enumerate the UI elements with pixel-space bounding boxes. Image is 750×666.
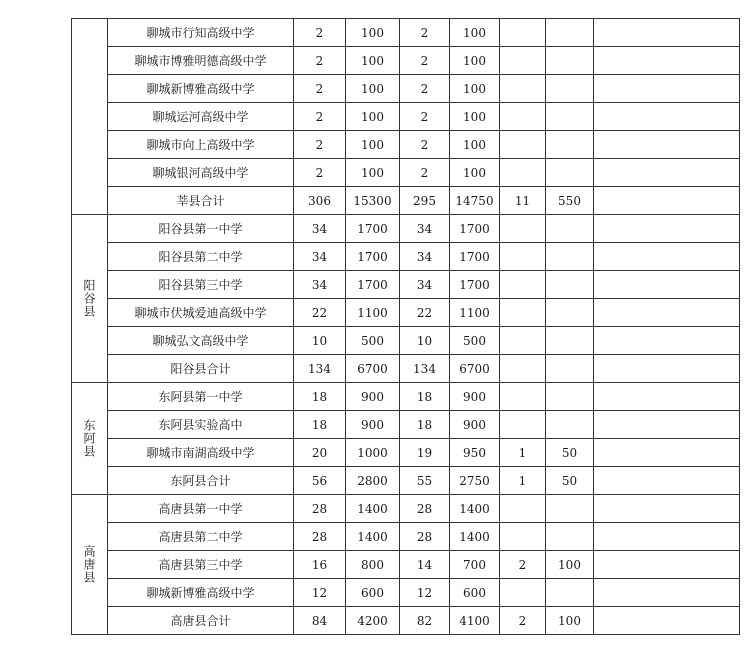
value-cell-v3: 2 xyxy=(400,159,450,187)
school-name-cell: 高唐县第二中学 xyxy=(108,523,294,551)
value-cell-v4: 6700 xyxy=(450,355,500,383)
value-cell-v6 xyxy=(546,19,594,47)
value-cell-v2: 600 xyxy=(346,579,400,607)
value-cell-v1: 34 xyxy=(294,215,346,243)
value-cell-v4: 100 xyxy=(450,47,500,75)
remarks-cell xyxy=(594,579,740,607)
table-row xyxy=(72,47,740,75)
value-cell-v5 xyxy=(500,103,546,131)
school-name-cell: 莘县合计 xyxy=(108,187,294,215)
value-cell-v5 xyxy=(500,523,546,551)
table-row xyxy=(72,103,740,131)
value-cell-v3: 2 xyxy=(400,103,450,131)
value-cell-v2: 500 xyxy=(346,327,400,355)
school-name-cell: 聊城运河高级中学 xyxy=(108,103,294,131)
value-cell-v2: 900 xyxy=(346,411,400,439)
value-cell-v2: 6700 xyxy=(346,355,400,383)
table-row xyxy=(72,327,740,355)
value-cell-v6 xyxy=(546,243,594,271)
value-cell-v4: 1400 xyxy=(450,495,500,523)
value-cell-v4: 100 xyxy=(450,131,500,159)
value-cell-v3: 28 xyxy=(400,495,450,523)
value-cell-v6: 50 xyxy=(546,467,594,495)
value-cell-v5: 1 xyxy=(500,439,546,467)
value-cell-v6: 100 xyxy=(546,607,594,635)
value-cell-v2: 1400 xyxy=(346,495,400,523)
county-cell: 阳谷县 xyxy=(72,215,108,383)
value-cell-v4: 100 xyxy=(450,159,500,187)
school-name-cell: 高唐县第三中学 xyxy=(108,551,294,579)
value-cell-v4: 2750 xyxy=(450,467,500,495)
value-cell-v6: 50 xyxy=(546,439,594,467)
value-cell-v5 xyxy=(500,495,546,523)
value-cell-v5 xyxy=(500,355,546,383)
table-row xyxy=(72,523,740,551)
school-name-cell: 阳谷县合计 xyxy=(108,355,294,383)
school-name-cell: 聊城新博雅高级中学 xyxy=(108,579,294,607)
value-cell-v5 xyxy=(500,215,546,243)
value-cell-v4: 1400 xyxy=(450,523,500,551)
value-cell-v1: 16 xyxy=(294,551,346,579)
school-name-cell: 阳谷县第一中学 xyxy=(108,215,294,243)
value-cell-v4: 100 xyxy=(450,19,500,47)
value-cell-v4: 4100 xyxy=(450,607,500,635)
school-name-cell: 阳谷县第三中学 xyxy=(108,271,294,299)
value-cell-v6 xyxy=(546,523,594,551)
table-row xyxy=(72,187,740,215)
value-cell-v3: 28 xyxy=(400,523,450,551)
value-cell-v2: 100 xyxy=(346,159,400,187)
value-cell-v2: 100 xyxy=(346,75,400,103)
value-cell-v3: 82 xyxy=(400,607,450,635)
value-cell-v6 xyxy=(546,495,594,523)
school-name-cell: 聊城新博雅高级中学 xyxy=(108,75,294,103)
value-cell-v4: 100 xyxy=(450,75,500,103)
school-name-cell: 高唐县第一中学 xyxy=(108,495,294,523)
value-cell-v4: 100 xyxy=(450,103,500,131)
value-cell-v1: 12 xyxy=(294,579,346,607)
value-cell-v1: 2 xyxy=(294,19,346,47)
remarks-cell xyxy=(594,411,740,439)
table-row xyxy=(72,551,740,579)
value-cell-v3: 10 xyxy=(400,327,450,355)
value-cell-v6 xyxy=(546,103,594,131)
value-cell-v3: 134 xyxy=(400,355,450,383)
remarks-cell xyxy=(594,607,740,635)
value-cell-v5: 2 xyxy=(500,607,546,635)
value-cell-v3: 34 xyxy=(400,215,450,243)
value-cell-v6 xyxy=(546,579,594,607)
value-cell-v3: 12 xyxy=(400,579,450,607)
value-cell-v5: 2 xyxy=(500,551,546,579)
value-cell-v3: 2 xyxy=(400,131,450,159)
value-cell-v1: 56 xyxy=(294,467,346,495)
value-cell-v4: 1700 xyxy=(450,215,500,243)
value-cell-v1: 22 xyxy=(294,299,346,327)
remarks-cell xyxy=(594,299,740,327)
table-body xyxy=(72,19,740,635)
enrollment-table xyxy=(71,18,740,635)
school-name-cell: 聊城市博雅明德高级中学 xyxy=(108,47,294,75)
value-cell-v1: 28 xyxy=(294,495,346,523)
table-row xyxy=(72,495,740,523)
value-cell-v1: 10 xyxy=(294,327,346,355)
value-cell-v6 xyxy=(546,159,594,187)
value-cell-v1: 306 xyxy=(294,187,346,215)
value-cell-v5 xyxy=(500,243,546,271)
value-cell-v4: 500 xyxy=(450,327,500,355)
school-name-cell: 高唐县合计 xyxy=(108,607,294,635)
value-cell-v5 xyxy=(500,383,546,411)
school-name-cell: 东阿县实验高中 xyxy=(108,411,294,439)
value-cell-v3: 19 xyxy=(400,439,450,467)
remarks-cell xyxy=(594,495,740,523)
value-cell-v2: 15300 xyxy=(346,187,400,215)
value-cell-v3: 18 xyxy=(400,411,450,439)
table-row xyxy=(72,131,740,159)
value-cell-v3: 295 xyxy=(400,187,450,215)
value-cell-v2: 1100 xyxy=(346,299,400,327)
remarks-cell xyxy=(594,327,740,355)
value-cell-v3: 34 xyxy=(400,243,450,271)
value-cell-v3: 2 xyxy=(400,47,450,75)
value-cell-v2: 4200 xyxy=(346,607,400,635)
table-row xyxy=(72,355,740,383)
page-bottom-margin xyxy=(0,646,750,666)
value-cell-v6 xyxy=(546,75,594,103)
remarks-cell xyxy=(594,103,740,131)
county-cell: 东阿县 xyxy=(72,383,108,495)
value-cell-v1: 2 xyxy=(294,75,346,103)
table-row xyxy=(72,607,740,635)
remarks-cell xyxy=(594,243,740,271)
value-cell-v5 xyxy=(500,47,546,75)
value-cell-v1: 28 xyxy=(294,523,346,551)
value-cell-v5 xyxy=(500,19,546,47)
value-cell-v5: 11 xyxy=(500,187,546,215)
table-row xyxy=(72,271,740,299)
remarks-cell xyxy=(594,355,740,383)
value-cell-v5: 1 xyxy=(500,467,546,495)
value-cell-v1: 2 xyxy=(294,47,346,75)
value-cell-v2: 1700 xyxy=(346,243,400,271)
value-cell-v5 xyxy=(500,75,546,103)
remarks-cell xyxy=(594,19,740,47)
value-cell-v6 xyxy=(546,271,594,299)
value-cell-v2: 100 xyxy=(346,47,400,75)
remarks-cell xyxy=(594,75,740,103)
value-cell-v6: 100 xyxy=(546,551,594,579)
value-cell-v2: 2800 xyxy=(346,467,400,495)
value-cell-v4: 600 xyxy=(450,579,500,607)
table-row xyxy=(72,299,740,327)
remarks-cell xyxy=(594,551,740,579)
value-cell-v5 xyxy=(500,327,546,355)
value-cell-v5 xyxy=(500,579,546,607)
table-row xyxy=(72,411,740,439)
school-name-cell: 聊城弘文高级中学 xyxy=(108,327,294,355)
value-cell-v1: 2 xyxy=(294,159,346,187)
value-cell-v4: 1700 xyxy=(450,243,500,271)
value-cell-v4: 1700 xyxy=(450,271,500,299)
table-row xyxy=(72,243,740,271)
school-name-cell: 聊城市向上高级中学 xyxy=(108,131,294,159)
remarks-cell xyxy=(594,439,740,467)
table-row xyxy=(72,383,740,411)
value-cell-v4: 950 xyxy=(450,439,500,467)
value-cell-v2: 100 xyxy=(346,19,400,47)
remarks-cell xyxy=(594,47,740,75)
value-cell-v3: 18 xyxy=(400,383,450,411)
county-cell: 高唐县 xyxy=(72,495,108,635)
value-cell-v2: 1400 xyxy=(346,523,400,551)
value-cell-v1: 20 xyxy=(294,439,346,467)
value-cell-v5 xyxy=(500,159,546,187)
value-cell-v5 xyxy=(500,299,546,327)
value-cell-v3: 2 xyxy=(400,19,450,47)
value-cell-v4: 900 xyxy=(450,411,500,439)
school-name-cell: 阳谷县第二中学 xyxy=(108,243,294,271)
value-cell-v2: 100 xyxy=(346,131,400,159)
value-cell-v1: 2 xyxy=(294,103,346,131)
value-cell-v3: 34 xyxy=(400,271,450,299)
remarks-cell xyxy=(594,159,740,187)
remarks-cell xyxy=(594,131,740,159)
value-cell-v1: 18 xyxy=(294,383,346,411)
value-cell-v4: 900 xyxy=(450,383,500,411)
value-cell-v1: 18 xyxy=(294,411,346,439)
school-name-cell: 东阿县第一中学 xyxy=(108,383,294,411)
table-row xyxy=(72,19,740,47)
value-cell-v6 xyxy=(546,355,594,383)
table-row xyxy=(72,75,740,103)
table-row xyxy=(72,439,740,467)
school-name-cell: 聊城市南湖高级中学 xyxy=(108,439,294,467)
table-row xyxy=(72,215,740,243)
school-name-cell: 聊城市伏城爱迪高级中学 xyxy=(108,299,294,327)
value-cell-v6 xyxy=(546,411,594,439)
value-cell-v6 xyxy=(546,47,594,75)
value-cell-v3: 14 xyxy=(400,551,450,579)
value-cell-v3: 55 xyxy=(400,467,450,495)
value-cell-v1: 134 xyxy=(294,355,346,383)
value-cell-v5 xyxy=(500,131,546,159)
value-cell-v3: 22 xyxy=(400,299,450,327)
value-cell-v4: 1100 xyxy=(450,299,500,327)
table-row xyxy=(72,467,740,495)
remarks-cell xyxy=(594,187,740,215)
remarks-cell xyxy=(594,215,740,243)
school-name-cell: 东阿县合计 xyxy=(108,467,294,495)
school-name-cell: 聊城银河高级中学 xyxy=(108,159,294,187)
value-cell-v2: 1700 xyxy=(346,215,400,243)
value-cell-v3: 2 xyxy=(400,75,450,103)
value-cell-v6 xyxy=(546,299,594,327)
value-cell-v6 xyxy=(546,327,594,355)
value-cell-v2: 1700 xyxy=(346,271,400,299)
county-cell xyxy=(72,19,108,215)
value-cell-v1: 34 xyxy=(294,271,346,299)
value-cell-v5 xyxy=(500,411,546,439)
value-cell-v2: 900 xyxy=(346,383,400,411)
school-name-cell: 聊城市行知高级中学 xyxy=(108,19,294,47)
value-cell-v2: 100 xyxy=(346,103,400,131)
value-cell-v1: 84 xyxy=(294,607,346,635)
table-row xyxy=(72,159,740,187)
remarks-cell xyxy=(594,523,740,551)
value-cell-v4: 700 xyxy=(450,551,500,579)
value-cell-v2: 1000 xyxy=(346,439,400,467)
value-cell-v1: 34 xyxy=(294,243,346,271)
table-row xyxy=(72,579,740,607)
value-cell-v6 xyxy=(546,215,594,243)
remarks-cell xyxy=(594,467,740,495)
value-cell-v1: 2 xyxy=(294,131,346,159)
value-cell-v6 xyxy=(546,131,594,159)
remarks-cell xyxy=(594,383,740,411)
remarks-cell xyxy=(594,271,740,299)
value-cell-v5 xyxy=(500,271,546,299)
value-cell-v6: 550 xyxy=(546,187,594,215)
value-cell-v2: 800 xyxy=(346,551,400,579)
value-cell-v4: 14750 xyxy=(450,187,500,215)
value-cell-v6 xyxy=(546,383,594,411)
